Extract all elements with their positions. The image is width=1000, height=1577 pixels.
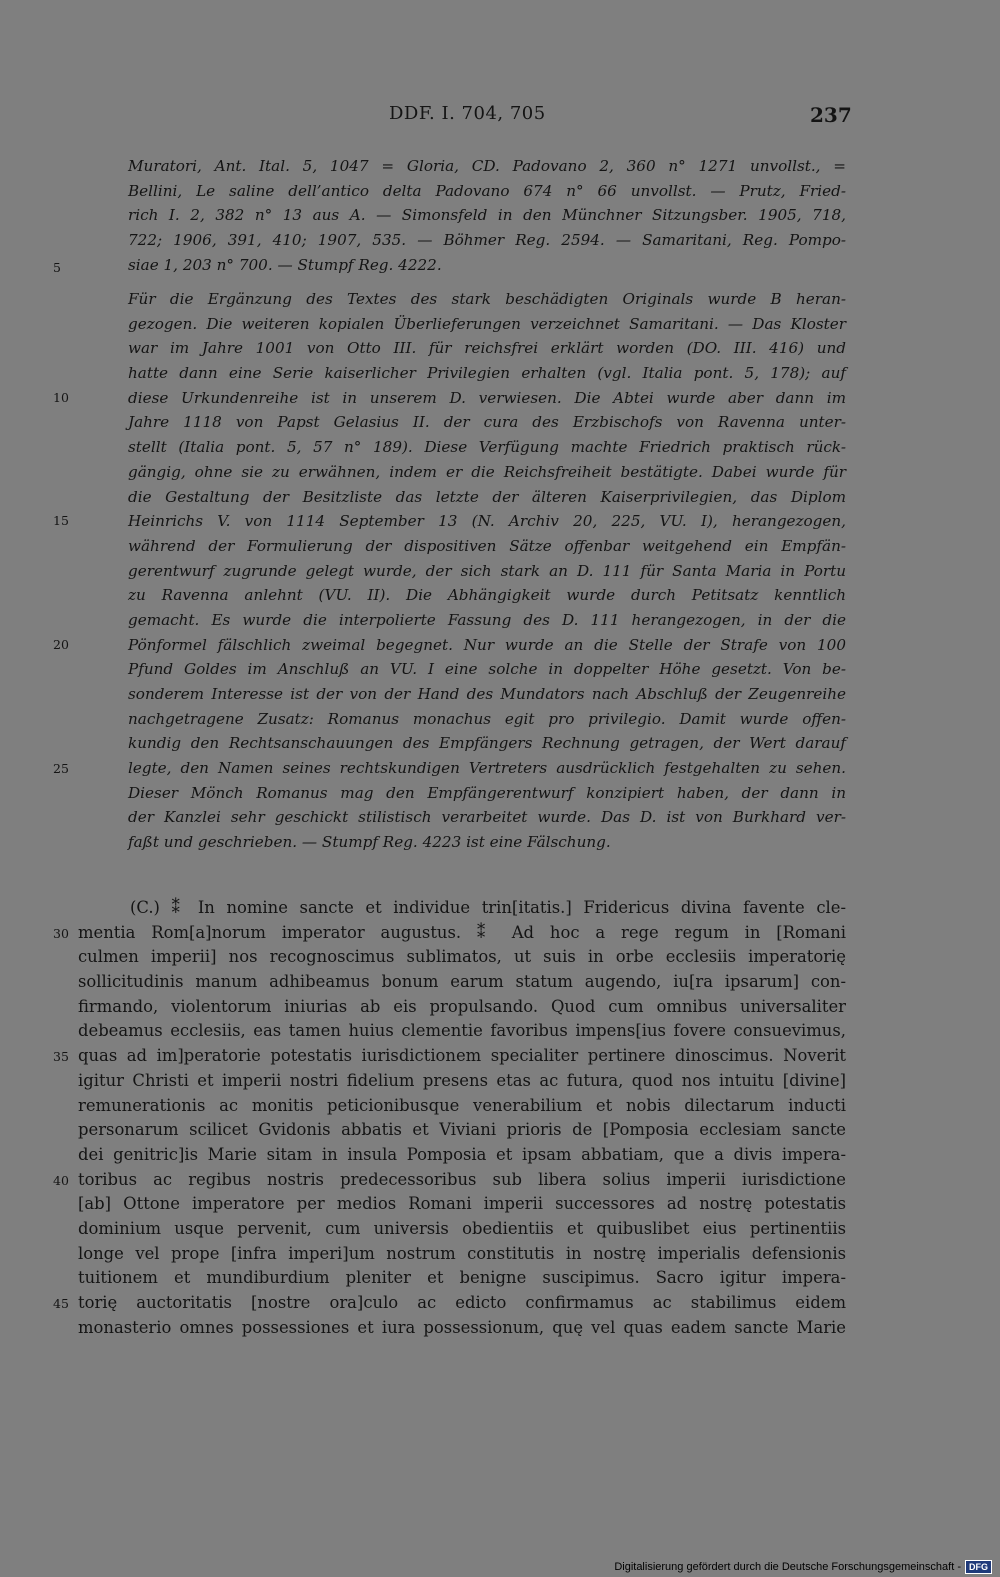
commentary-line: während der Formulierung der dispositiven Sätze offenbar weitgehend ein Empfän-: [128, 536, 846, 555]
commentary-line: faßt und geschrieben. — Stumpf Reg. 4223 ist eine Fälschung.: [128, 833, 611, 852]
charter-line: culmen imperii] nos recognoscimus sublimatos, ut suis in orbe ecclesiis imperatorię: [78, 947, 846, 967]
line-number: 30: [53, 926, 69, 941]
commentary-line: kundig den Rechtsanschauungen des Empfängers Rechnung getragen, der Wert darauf: [128, 734, 846, 753]
dfg-logo: DFG: [965, 1560, 992, 1574]
sources-block: [128, 154, 846, 277]
commentary-block: [128, 287, 846, 855]
commentary-line: Pönformel fälschlich zweimal begegnet. Nur wurde an die Stelle der Strafe von 100: [128, 635, 846, 654]
line-number: 15: [53, 513, 69, 528]
commentary-line: diese Urkundenreihe ist in unserem D. verwiesen. Die Abtei wurde aber dann im: [128, 388, 846, 407]
sources-line: rich I. 2, 382 n° 13 aus A. — Simonsfeld in den Münchner Sitzungsber. 1905, 718,: [128, 206, 846, 225]
charter-line: igitur Christi et imperii nostri fidelium presens etas ac futura, quod nos intuitu [divine]: [78, 1070, 846, 1090]
charter-line: monasterio omnes possessiones et iura possessionum, quę vel quas eadem sancte Marie: [78, 1317, 846, 1337]
charter-line: tuitionem et mundiburdium pleniter et benigne suscipimus. Sacro igitur impera-: [78, 1268, 846, 1288]
commentary-line: Für die Ergänzung des Textes des stark beschädigten Originals wurde B heran-: [128, 290, 846, 308]
charter-text-block: [78, 896, 846, 1340]
running-title: DDF. I. 704, 705: [389, 103, 546, 124]
charter-line: debeamus ecclesiis, eas tamen huius clementie favoribus impens[ius fovere consuevimus,: [78, 1021, 846, 1041]
footer: [614, 1559, 992, 1575]
line-number: 5: [53, 260, 61, 275]
commentary-line: gerentwurf zugrunde gelegt wurde, der sich stark an D. 111 für Santa Maria in Portu: [128, 561, 846, 580]
charter-line: quas ad im]peratorie potestatis iurisdictionem specialiter pertinere dinoscimus. Noverit: [78, 1046, 846, 1066]
charter-line: sollicitudinis manum adhibeamus bonum earum statum augendo, iu[ra ipsarum] con-: [78, 972, 846, 992]
charter-line: longe vel prope [infra imperi]um nostrum constitutis in nostrę imperialis defensionis: [78, 1243, 846, 1263]
commentary-line: legte, den Namen seines rechtskundigen Vertreters ausdrücklich festgehalten zu sehen.: [128, 759, 846, 778]
commentary-line: nachgetragene Zusatz: Romanus monachus egit pro privilegio. Damit wurde offen-: [128, 709, 846, 728]
charter-line: dominium usque pervenit, cum universis obedientiis et quibuslibet eius pertinentiis: [78, 1218, 846, 1238]
charter-line: [ab] Ottone imperatore per medios Romani imperii successores ad nostrę potestatis: [78, 1194, 846, 1214]
footer-text: Digitalisierung gefördert durch die Deutsche Forschungsgemeinschaft -: [614, 1561, 961, 1573]
commentary-line: Pfund Goldes im Anschluß an VU. I eine solche in doppelter Höhe gesetzt. Von be-: [128, 660, 846, 679]
line-number: 45: [53, 1296, 69, 1311]
commentary-line: Jahre 1118 von Papst Gelasius II. der cura des Erzbischofs von Ravenna unter-: [128, 413, 846, 432]
charter-line: dei genitric]is Marie sitam in insula Pomposia et ipsam abbatiam, que a divis impera-: [78, 1144, 846, 1164]
charter-line: remunerationis ac monitis peticionibusque venerabilium et nobis dilectarum inducti: [78, 1095, 846, 1115]
commentary-line: gezogen. Die weiteren kopialen Überlieferungen verzeichnet Samaritani. — Das Kloster: [128, 314, 846, 333]
sources-line: 722; 1906, 391, 410; 1907, 535. — Böhmer Reg. 2594. — Samaritani, Reg. Pompo-: [128, 231, 846, 250]
commentary-line: der Kanzlei sehr geschickt stilistisch verarbeitet wurde. Das D. ist von Burkhard ver-: [128, 808, 846, 827]
commentary-line: stellt (Italia pont. 5, 57 n° 189). Diese Verfügung machte Friedrich praktisch rück-: [128, 438, 846, 457]
commentary-line: war im Jahre 1001 von Otto III. für reichsfrei erklärt worden (DO. III. 416) und: [128, 339, 846, 358]
charter-line: firmando, violentorum iniurias ab eis propulsando. Quod cum omnibus universaliter: [78, 996, 846, 1016]
running-header: [0, 103, 1000, 133]
charter-line: mentia Rom[a]norum imperator augustus. ⁑ Ad hoc a rege regum in [Romani: [78, 922, 846, 942]
commentary-line: Heinrichs V. von 1114 September 13 (N. Archiv 20, 225, VU. I), herangezogen,: [128, 512, 846, 531]
commentary-line: sonderem Interesse ist der von der Hand des Mundators nach Abschluß der Zeugenreihe: [128, 685, 846, 703]
commentary-line: die Gestaltung der Besitzliste das letzte der älteren Kaiserprivilegien, das Diplom: [128, 487, 846, 506]
commentary-line: gängig, ohne sie zu erwähnen, indem er die Reichsfreiheit bestätigte. Dabei wurde für: [128, 462, 846, 481]
line-number: 25: [53, 761, 69, 776]
charter-line: toribus ac regibus nostris predecessoribus sub libera solius imperii iurisdictione: [78, 1169, 846, 1189]
charter-line: personarum scilicet Gvidonis abbatis et Viviani prioris de [Pomposia ecclesiam sancte: [78, 1120, 846, 1140]
charter-line: (C.) ⁑ In nomine sancte et individue trin[itatis.] Fridericus divina favente cle-: [130, 898, 846, 917]
sources-line: Muratori, Ant. Ital. 5, 1047 = Gloria, CD. Padovano 2, 360 n° 1271 unvollst., =: [128, 157, 846, 175]
charter-line: torię auctoritatis [nostre ora]culo ac edicto confirmamus ac stabilimus eidem: [78, 1293, 846, 1312]
line-number: 40: [53, 1173, 69, 1188]
commentary-line: hatte dann eine Serie kaiserlicher Privilegien erhalten (vgl. Italia pont. 5, 178); auf: [128, 364, 846, 383]
commentary-line: Dieser Mönch Romanus mag den Empfängerentwurf konzipiert haben, der dann in: [128, 783, 846, 802]
commentary-line: gemacht. Es wurde die interpolierte Fassung des D. 111 herangezogen, in der die: [128, 610, 846, 629]
sources-line: Bellini, Le saline dell’antico delta Padovano 674 n° 66 unvollst. — Prutz, Fried-: [128, 181, 846, 200]
commentary-line: zu Ravenna anlehnt (VU. II). Die Abhängigkeit wurde durch Petitsatz kenntlich: [128, 586, 846, 605]
line-number: 20: [53, 637, 69, 652]
sources-line: siae 1, 203 n° 700. — Stumpf Reg. 4222.: [128, 255, 442, 274]
line-number: 10: [53, 390, 69, 405]
line-number: 35: [53, 1049, 69, 1064]
page-number: 237: [810, 103, 852, 127]
